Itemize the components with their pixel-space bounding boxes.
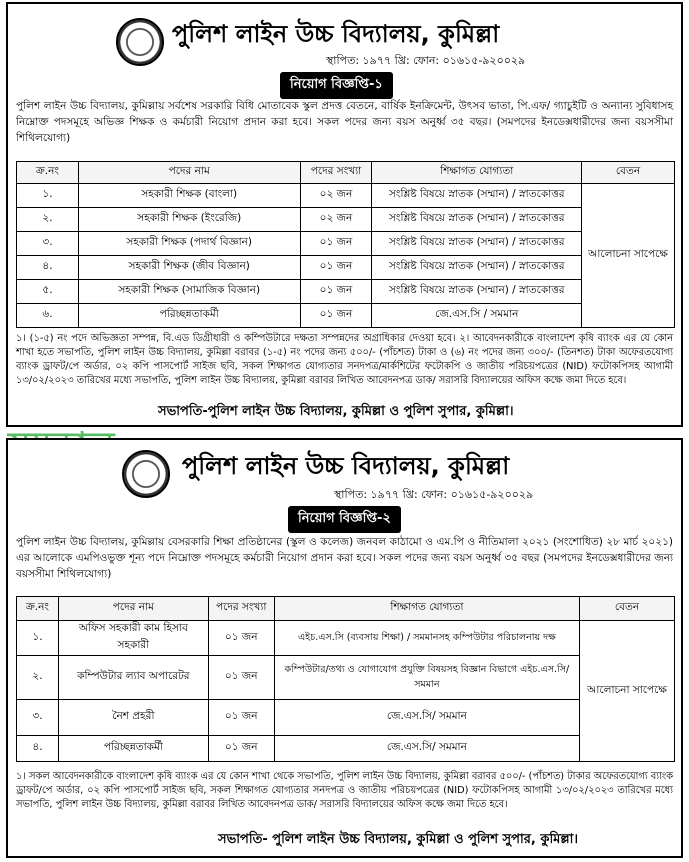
- footnote: ১। (১-৫) নং পদে অভিজ্ঞতা সম্পন্ন, বি.এড ডিগ্রীধারী ও কম্পিউটারে দক্ষতা সম্পন্নদের অগ্রাধিকার দেওয়া হবে। ২। আবেদনকারীকে বাংলাদেশ কৃষি ব্যাংক এর যে কোন শাখা হতে সভাপতি, পুলিশ লাইন উচ্চ বিদ্যালয়, কুমিল্লা বরাবর (১-৫) নং পদের জন্য ৫০০/- (পাঁচশত) টাকা ও (৬) নং পদের জন্য ৩০০/- (তিনশত) টাকা অফেরতযোগ্য ব্যাংক ড্রাফট/পে অর্ডার, ০২ কপি পাসপোর্ট সাইজ ছবি, সকল শিক্ষাগত যোগ্যতার সনদপত্র/মার্কশিটের ফটোকপি ও জাতীয় পরিচয়পত্রের (NID) ফটোকপিসহ আগামী ১৩/০২/২০২৩ তারিখের মধ্যে সভাপতি, পুলিশ লাইন উচ্চ বিদ্যালয়, কুমিল্লা বরাবর লিখিত আবেদনপত্র ডাক/ সরাসরি বিদ্যালয়ের অফিস কক্ষে জমা দিতে হবে।: [16, 333, 673, 386]
- table-row: [17, 280, 675, 304]
- header-count: পদের সংখ্যা: [300, 162, 372, 184]
- established-phone: স্থাপিত: ১৯৭৭ খ্রি: ফোন: ০১৬১৫-৯২০০২৯: [334, 488, 534, 501]
- school-title: পুলিশ লাইন উচ্চ বিদ্যালয়, কুমিল্লা: [182, 452, 510, 480]
- notice-1: [6, 2, 683, 427]
- table-row: [17, 184, 675, 208]
- cell-qualification: সংশ্লিষ্ট বিষয়ে স্নাতক (সম্মান) / স্নাতকোত্তর: [372, 256, 582, 280]
- cell-salary: আলোচনা সাপেক্ষে: [582, 184, 675, 328]
- cell-count: ০১ জন: [208, 736, 274, 762]
- cell-post: অফিস সহকারী কাম হিসাব সহকারী: [58, 621, 208, 656]
- cell-qualification: জে.এস.সি / সমমান: [372, 304, 582, 328]
- cell-count: ০১ জন: [300, 280, 372, 304]
- table-row: [17, 700, 675, 736]
- table-row: [17, 656, 675, 700]
- cell-post: সহকারী শিক্ষক (জীব বিজ্ঞান): [78, 256, 300, 280]
- footnote: ১। সকল আবেদনকারীকে বাংলাদেশ কৃষি ব্যাংক এর যে কোন শাখা থেকে সভাপতি, পুলিশ লাইন উচ্চ বিদ্যালয়, কুমিল্লা বরাবর ৫০০/- (পাঁচশত) টাকার অফেরতযোগ্য ব্যাংক ড্রাফট/পে অর্ডার, ০২ কপি পাসপোর্ট সাইজ ছবি, সকল শিক্ষাগত যোগ্যতার সনদপত্র ও জাতীয় পরিচয়পত্রের (NID) ফটোকপিসহ আগামী ১৩/০২/২০২৩ তারিখের মধ্যে সভাপতি, পুলিশ লাইন উচ্চ বিদ্যালয়, কুমিল্লা বরাবর লিখিত আবেদনপত্র ডাক/ সরাসরি বিদ্যালয়ের অফিস কক্ষে জমা দিতে হবে।: [16, 771, 673, 810]
- vacancy-table: [16, 596, 675, 762]
- cell-count: ০২ জন: [300, 184, 372, 208]
- notice-badge: নিয়োগ বিজ্ঞপ্তি-২: [288, 506, 401, 533]
- cell-post: কম্পিউটার ল্যাব অপারেটর: [58, 656, 208, 700]
- header-qualification: শিক্ষাগত যোগ্যতা: [372, 162, 582, 184]
- header-qualification: শিক্ষাগত যোগ্যতা: [274, 597, 579, 621]
- cell-post: সহকারী শিক্ষক (সামাজিক বিজ্ঞান): [78, 280, 300, 304]
- notice-2: [6, 438, 683, 858]
- notice-badge: নিয়োগ বিজ্ঞপ্তি-১: [280, 72, 393, 99]
- header-salary: বেতন: [582, 162, 675, 184]
- cell-qualification: সংশ্লিষ্ট বিষয়ে স্নাতক (সম্মান) / স্নাতকোত্তর: [372, 184, 582, 208]
- table-row: [17, 621, 675, 656]
- school-logo: [122, 450, 170, 498]
- cell-sl: ২.: [17, 208, 79, 232]
- cell-sl: ১.: [17, 184, 79, 208]
- intro-text: পুলিশ লাইন উচ্চ বিদ্যালয়, কুমিল্লায় বেসরকারি শিক্ষা প্রতিষ্ঠানের (স্কুল ও কলেজ) জনবল কাঠামো ও এম.পি ও নীতিমালা ২০২১ (সংশোধিত) ২৮ মার্চ ২০২১) এর আলোকে এমপিওভুক্ত শূন্য পদে নিম্নোক্ত পদসমূহে কর্মচারী নিয়োগ প্রদান করা হবে। সকল পদের জন্য বয়স অনুর্ধ্ব ৩৫ বছর (সমপদের ইনডেক্সধারীদের জন্য বয়সসীমা শিথিলযোগ্য): [16, 536, 673, 580]
- school-logo: [116, 18, 164, 66]
- cell-qualification: এইচ.এস.সি (ব্যবসায় শিক্ষা) / সমমানসহ কম্পিউটার পরিচালনায় দক্ষ: [274, 621, 579, 656]
- cell-sl: ৪.: [17, 256, 79, 280]
- cell-sl: ৩.: [17, 232, 79, 256]
- header-count: পদের সংখ্যা: [208, 597, 274, 621]
- cell-sl: ৬.: [17, 304, 79, 328]
- school-title: পুলিশ লাইন উচ্চ বিদ্যালয়, কুমিল্লা: [172, 20, 500, 48]
- table-row: [17, 208, 675, 232]
- cell-post: সহকারী শিক্ষক (ইংরেজি): [78, 208, 300, 232]
- cell-count: ০১ জন: [208, 656, 274, 700]
- table-row: [17, 232, 675, 256]
- cell-post: সহকারী শিক্ষক (পদার্থ বিজ্ঞান): [78, 232, 300, 256]
- signature: সভাপতি- পুলিশ লাইন উচ্চ বিদ্যালয়, কুমিল্লা ও পুলিশ সুপার, কুমিল্লা।: [218, 832, 579, 847]
- cell-post: পরিচ্ছন্নতাকর্মী: [78, 304, 300, 328]
- header-post: পদের নাম: [58, 597, 208, 621]
- cell-sl: ৩.: [17, 700, 59, 736]
- cell-count: ০১ জন: [300, 232, 372, 256]
- cell-count: ০২ জন: [300, 208, 372, 232]
- established-phone: স্থাপিত: ১৯৭৭ খ্রি: ফোন: ০১৬১৫-৯২০০২৯: [326, 54, 526, 67]
- cell-sl: ৪.: [17, 736, 59, 762]
- header-sl: ক্র.নং: [17, 162, 79, 184]
- cell-count: ০১ জন: [208, 621, 274, 656]
- signature: সভাপতি-পুলিশ লাইন উচ্চ বিদ্যালয়, কুমিল্লা ও পুলিশ সুপার, কুমিল্লা।: [158, 404, 514, 419]
- cell-post: সহকারী শিক্ষক (বাংলা): [78, 184, 300, 208]
- cell-qualification: সংশ্লিষ্ট বিষয়ে স্নাতক (সম্মান) / স্নাতকোত্তর: [372, 232, 582, 256]
- cell-qualification: জে.এস.সি/ সমমান: [274, 736, 579, 762]
- cell-qualification: জে.এস.সি/ সমমান: [274, 700, 579, 736]
- cell-count: ০১ জন: [300, 256, 372, 280]
- cell-qualification: সংশ্লিষ্ট বিষয়ে স্নাতক (সম্মান) / স্নাতকোত্তর: [372, 208, 582, 232]
- header-sl: ক্র.নং: [17, 597, 59, 621]
- table-row: [17, 304, 675, 328]
- header-post: পদের নাম: [78, 162, 300, 184]
- cell-count: ০১ জন: [208, 700, 274, 736]
- table-row: [17, 736, 675, 762]
- intro-text: পুলিশ লাইন উচ্চ বিদ্যালয়, কুমিল্লায় সর্বশেষ সরকারি বিধি মোতাবেক স্কুল প্রদত্ত বেতনে, বার্ষিক ইনক্রিমেন্ট, উৎসব ভাতা, পি.এফ/ গ্যাচুইটি ও অন্যান্য সুবিধাসহ নিম্নোক্ত পদসমূহে অভিজ্ঞ শিক্ষক ও কর্মচারী নিয়োগ প্রদান করা হবে। সকল পদের জন্য বয়স অনুর্ধ্ব ৩৫ বছর। (সমপদের ইনডেক্সধারীদের জন্য বয়সসীমা শিথিলযোগ্য): [16, 100, 673, 144]
- cell-post: পরিচ্ছন্নতাকর্মী: [58, 736, 208, 762]
- cell-sl: ২.: [17, 656, 59, 700]
- cell-count: ০১ জন: [300, 304, 372, 328]
- cell-salary: আলোচনা সাপেক্ষে: [580, 621, 675, 762]
- cell-sl: ৫.: [17, 280, 79, 304]
- cell-qualification: সংশ্লিষ্ট বিষয়ে স্নাতক (সম্মান) / স্নাতকোত্তর: [372, 280, 582, 304]
- table-row: [17, 256, 675, 280]
- cell-post: নৈশ প্রহরী: [58, 700, 208, 736]
- cell-qualification: কম্পিউটার/তথ্য ও যোগাযোগ প্রযুক্তি বিষয়সহ বিজ্ঞান বিভাগে এইচ.এস.সি/ সমমান: [274, 656, 579, 700]
- vacancy-table: [16, 161, 675, 328]
- header-salary: বেতন: [580, 597, 675, 621]
- cell-sl: ১.: [17, 621, 59, 656]
